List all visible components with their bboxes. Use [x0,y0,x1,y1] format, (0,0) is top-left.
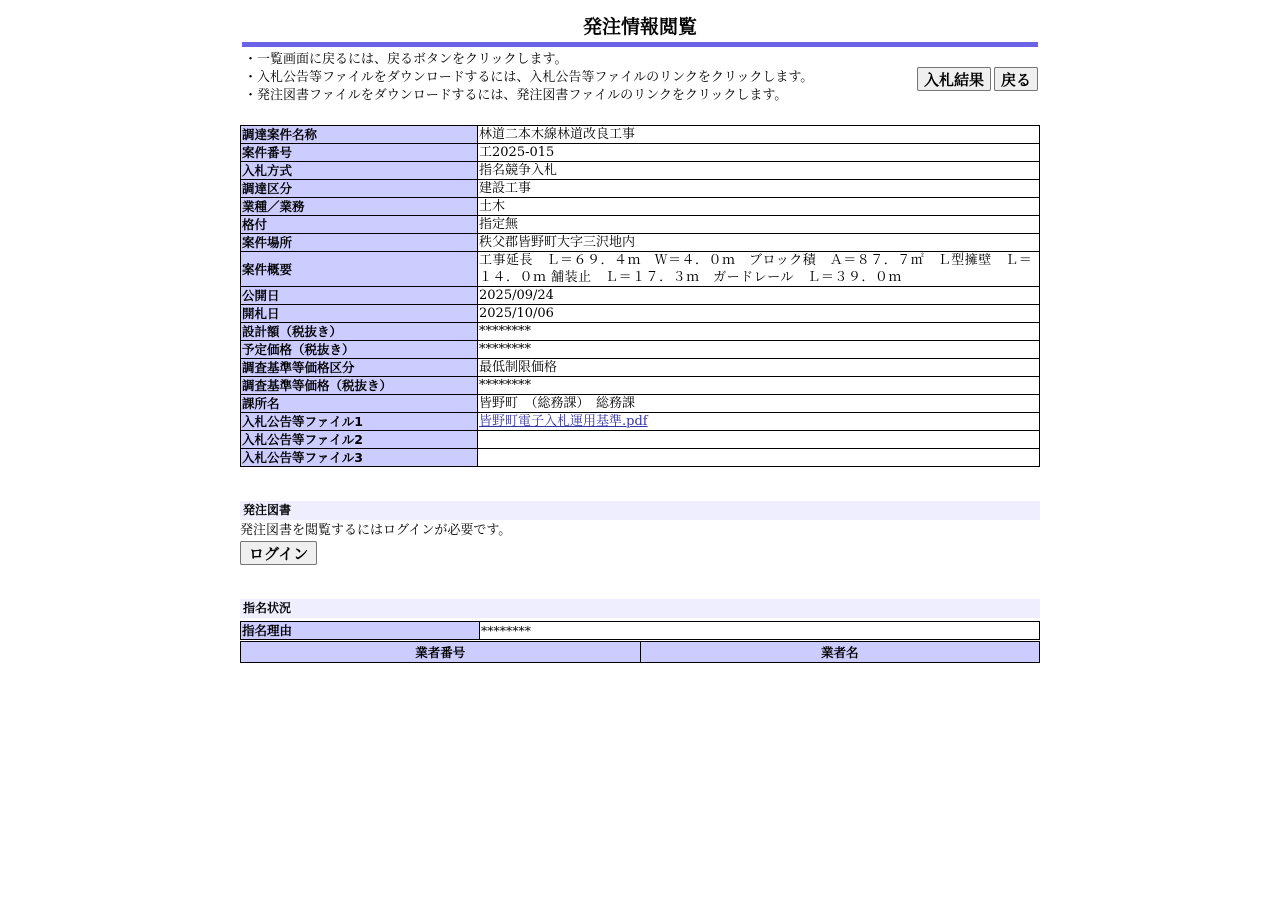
survey-type-value: 最低制限価格 [478,359,1040,377]
row-label: 入札公告等ファイル3 [241,449,478,467]
rank-value: 指定無 [478,216,1040,234]
row-label: 案件番号 [241,144,478,162]
nomination-reason-value: ******** [480,622,1040,640]
table-row [241,622,1040,640]
documents-section-title: 発注図書 [240,501,1040,520]
table-row [241,323,1040,341]
design-amount-value: ******** [478,323,1040,341]
instruction-item: ・ 発注図書ファイルをダウンロードするには、発注図書ファイルのリンクをクリックします。 [244,87,1040,105]
row-label: 入札方式 [241,162,478,180]
row-label: 設計額（税抜き） [241,323,478,341]
project-name-value: 林道二本木線林道改良工事 [478,126,1040,144]
table-row [241,126,1040,144]
nomination-reason-table [240,621,1040,640]
category-value: 建設工事 [478,180,1040,198]
row-label: 予定価格（税抜き） [241,341,478,359]
table-row [241,341,1040,359]
row-label: 指名理由 [241,622,480,640]
section-value: 皆野町 （総務課） 総務課 [478,395,1040,413]
page-container [240,0,1040,663]
row-label: 調査基準等価格（税抜き） [241,377,478,395]
table-row [241,305,1040,323]
file1-cell [478,413,1040,431]
page-title: 発注情報閲覧 [582,16,697,38]
instructions-area [240,47,1040,125]
survey-price-value: ******** [478,377,1040,395]
table-row [241,216,1040,234]
industry-value: 土木 [478,198,1040,216]
file2-value [478,431,1040,449]
row-label: 公開日 [241,287,478,305]
row-label: 案件概要 [241,252,478,287]
summary-value: 工事延長 Ｌ＝６９．４ｍ Ｗ＝４．０ｍ ブロック積 Ａ＝８７．７㎡ Ｌ型擁壁 Ｌ＝１４．０ｍ 舗装止 Ｌ＝１７．３ｍ ガードレール Ｌ＝３９．０ｍ [478,252,1040,287]
nomination-section-title: 指名状況 [240,599,1040,618]
table-row [241,180,1040,198]
planned-price-value: ******** [478,341,1040,359]
table-row [241,449,1040,467]
login-button[interactable]: ログイン [240,541,317,565]
row-label: 課所名 [241,395,478,413]
location-value: 秩父郡皆野町大字三沢地内 [478,234,1040,252]
table-row [241,252,1040,287]
table-row [241,395,1040,413]
bid-method-value: 指名競争入札 [478,162,1040,180]
row-label: 開札日 [241,305,478,323]
table-row [241,359,1040,377]
table-row [241,287,1040,305]
row-label: 入札公告等ファイル2 [241,431,478,449]
table-row [241,413,1040,431]
table-row [241,198,1040,216]
table-row [241,431,1040,449]
opening-date-value: 2025/10/06 [478,305,1040,323]
file3-value [478,449,1040,467]
back-button[interactable]: 戻る [994,67,1038,91]
table-row [241,377,1040,395]
vendor-no-header: 業者番号 [241,642,641,663]
table-row [241,234,1040,252]
login-required-message: 発注図書を閲覧するにはログインが必要です。 [240,523,512,538]
action-buttons [917,67,1038,91]
instruction-item: ・ 入札公告等ファイルをダウンロードするには、入札公告等ファイルのリンクをクリックします。 [244,69,1040,87]
row-label: 調達区分 [241,180,478,198]
bid-result-button[interactable]: 入札結果 [917,67,991,91]
row-label: 業種／業務 [241,198,478,216]
vendor-name-header: 業者名 [640,642,1040,663]
table-row [241,144,1040,162]
vendor-table [240,641,1040,663]
row-label: 調査基準等価格区分 [241,359,478,377]
table-row [241,162,1040,180]
bid-notice-file1-link[interactable]: 皆野町電子入札運用基準.pdf [479,414,648,429]
row-label: 格付 [241,216,478,234]
publish-date-value: 2025/09/24 [478,287,1040,305]
row-label: 案件場所 [241,234,478,252]
row-label: 調達案件名称 [241,126,478,144]
project-detail-table [240,125,1040,467]
table-header-row [241,642,1040,663]
row-label: 入札公告等ファイル1 [241,413,478,431]
instruction-item: ・ 一覧画面に戻るには、戻るボタンをクリックします。 [244,51,1040,69]
project-no-value: 工2025-015 [478,144,1040,162]
